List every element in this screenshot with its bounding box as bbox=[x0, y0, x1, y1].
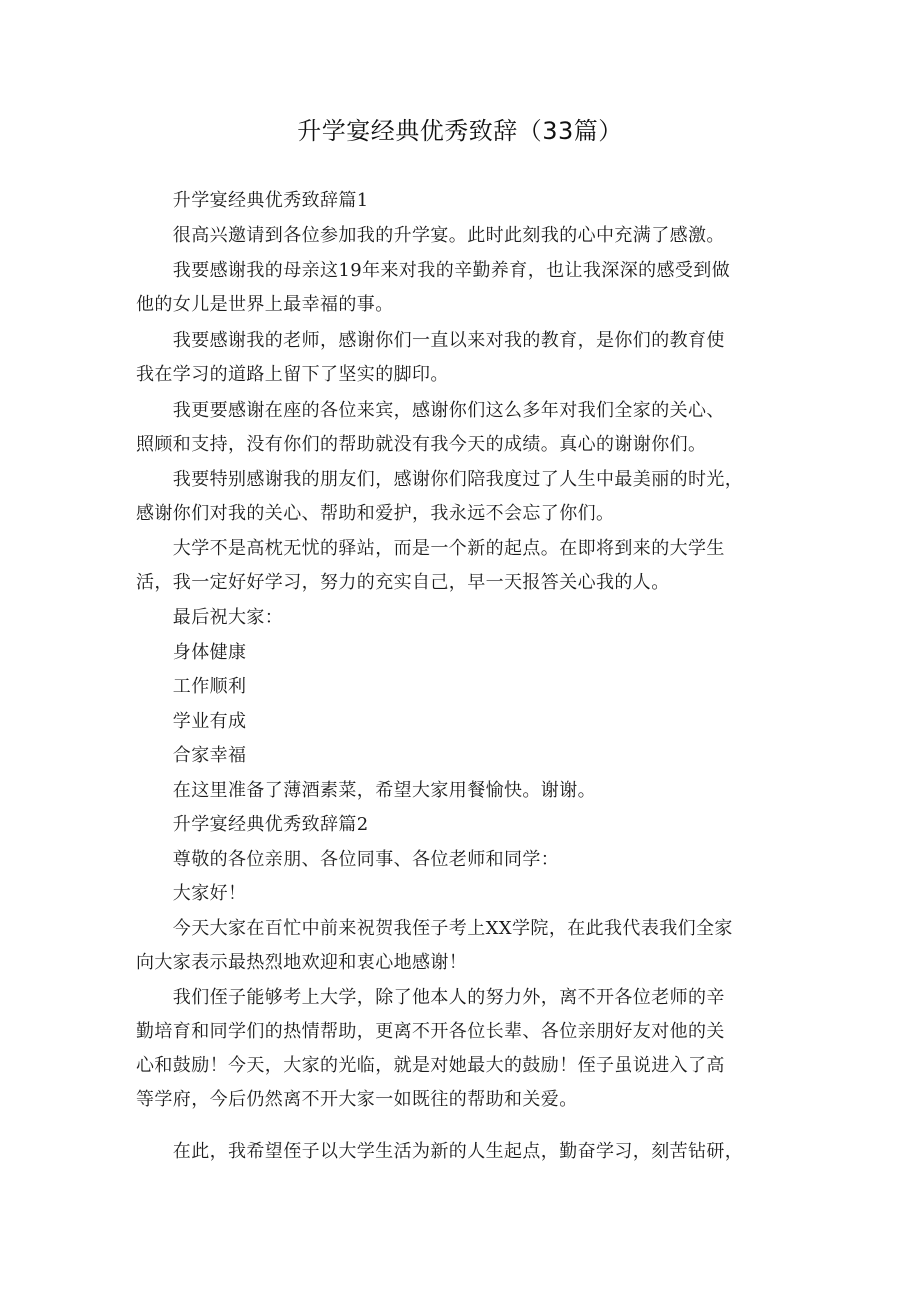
wish-item: 合家幸福 bbox=[136, 745, 247, 766]
paragraph: 大学不是高枕无忧的驿站，而是一个新的起点。在即将到来的大学生 活，我一定好好学习，努力的充实自己，早一天报答关心我的人。 bbox=[136, 538, 725, 593]
section-heading: 升学宴经典优秀致辞篇1 bbox=[136, 190, 369, 211]
paragraph: 在此，我希望侄子以大学生活为新的人生起点，勤奋学习，刻苦钻研， bbox=[136, 1141, 744, 1162]
paragraph: 我们侄子能够考上大学，除了他本人的努力外，离不开各位老师的辛 勤培育和同学们的热情帮助，更离不开各位长辈、各位亲朋好友对他的关 心和鼓励！今天，大家的光临，就是对她最大的鼓励！侄子虽说进入了高 等学府，今后仍然离不开大家一如既往的帮助和关爱。 bbox=[136, 987, 725, 1110]
paragraph: 我更要感谢在座的各位来宾，感谢你们这么多年对我们全家的关心、 照顾和支持，没有你们的帮助就没有我今天的成绩。真心的谢谢你们。 bbox=[136, 400, 725, 455]
wish-item: 身体健康 bbox=[136, 642, 247, 663]
paragraph: 我要感谢我的母亲这19年来对我的辛勤养育，也让我深深的感受到做 他的女儿是世界上最幸福的事。 bbox=[136, 260, 731, 315]
paragraph: 在这里准备了薄酒素菜，希望大家用餐愉快。谢谢。 bbox=[136, 780, 596, 801]
document-title: 升学宴经典优秀致辞（33篇） bbox=[297, 117, 623, 145]
greeting: 大家好！ bbox=[136, 883, 247, 904]
paragraph: 最后祝大家： bbox=[136, 607, 284, 628]
wish-item: 工作顺利 bbox=[136, 676, 247, 697]
salutation: 尊敬的各位亲朋、各位同事、各位老师和同学： bbox=[136, 849, 560, 870]
paragraph: 很高兴邀请到各位参加我的升学宴。此时此刻我的心中充满了感激。 bbox=[136, 225, 725, 246]
wish-item: 学业有成 bbox=[136, 711, 247, 732]
paragraph: 我要感谢我的老师，感谢你们一直以来对我的教育，是你们的教育使 我在学习的道路上留下了坚实的脚印。 bbox=[136, 330, 725, 385]
paragraph: 我要特别感谢我的朋友们，感谢你们陪我度过了人生中最美丽的时光， 感谢你们对我的关心、帮助和爱护，我永远不会忘了你们。 bbox=[136, 469, 744, 524]
section-heading: 升学宴经典优秀致辞篇2 bbox=[136, 814, 369, 835]
paragraph: 今天大家在百忙中前来祝贺我侄子考上XX学院，在此我代表我们全家 向大家表示最热烈地欢迎和衷心地感谢！ bbox=[136, 918, 733, 973]
